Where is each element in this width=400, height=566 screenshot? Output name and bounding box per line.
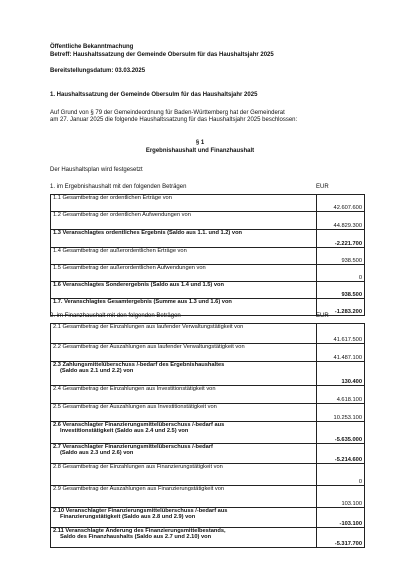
finanz-unit: EUR [316,313,329,319]
row-value: 41.617.500 [317,324,365,344]
row-label-text: 1.1 Gesamtbetrag der ordentlichen Erträge von [53,195,172,201]
row-value: 0 [317,265,365,282]
row-label-continuation: (Saldo aus 2.3 und 2.6) von [60,450,134,456]
table-row [51,508,365,528]
row-label [51,486,317,508]
table-row [51,248,365,265]
row-label-text: 2.7 Veranschlagter Finanzierungsmittelüberschuss /-bedarf [53,444,213,450]
row-value: -5.317.700 [317,528,365,548]
row-label-text: 2.1 Gesamtbetrag der Einzahlungen aus laufender Verwaltungstätigkeit von [53,324,244,330]
row-value: -5.635.000 [317,422,365,444]
row-value: -5.214.600 [317,444,365,464]
intro-line-2: am 27. Januar 2025 die folgende Haushaltssatzung für das Haushaltsjahr 2025 beschlossen: [50,117,298,123]
notice-title: Öffentliche Bekanntmachung [50,44,134,50]
row-label [51,324,317,344]
row-label-text: 2.4 Gesamtbetrag der Einzahlungen aus Investitionstätigkeit von [53,386,216,392]
row-label-continuation: Investitionstätigkeit (Saldo aus 2.4 und 2.5) von [60,428,189,434]
table-row [51,486,365,508]
row-value: 938.500 [317,248,365,265]
row-label-text: 2.5 Gesamtbetrag der Auszahlungen aus Investitionstätigkeit von [53,404,217,410]
table-row [51,444,365,464]
table-row [51,404,365,422]
table-row [51,528,365,548]
row-value: 4.618.100 [317,386,365,404]
section-heading: 1. Haushaltssatzung der Gemeinde Obersulm für das Haushaltsjahr 2025 [50,92,258,98]
row-value: 103.100 [317,486,365,508]
row-label-text: 2.3 Zahlungsmittelüberschuss /-bedarf des Ergebnishaushaltes [53,362,225,368]
row-label-text: 2.6 Veranschlagter Finanzierungsmittelüberschuss /-bedarf aus [53,422,225,428]
paragraph-title: Ergebnishaushalt und Finanzhaushalt [145,148,255,154]
row-value: 10.253.100 [317,404,365,422]
row-label [51,386,317,404]
table-row [51,362,365,386]
row-value: 0 [317,464,365,486]
row-label [51,248,317,265]
row-value: 44.829.300 [317,212,365,230]
row-label-text: 1.6 Veranschlagtes Sonderergebnis (Saldo aus 1.4 und 1.5) von [53,282,224,288]
table-row [51,464,365,486]
row-label [51,265,317,282]
row-label [51,444,317,464]
table-row [51,230,365,248]
ergebnis-table [50,194,365,316]
row-label [51,508,317,528]
row-label-text: 1.3 Veranschlagtes ordentliches Ergebnis (Saldo aus 1.1. und 1.2) von [53,230,243,236]
row-label-text: 2.11 Veranschlagte Änderung des Finanzierungsmittelbestands, [53,528,226,534]
paragraph-number: § 1 [195,140,205,146]
row-label [51,362,317,386]
table-row [51,386,365,404]
row-value: -103.100 [317,508,365,528]
row-value: -2.221.700 [317,230,365,248]
publication-date: Bereitstellungsdatum: 03.03.2025 [50,68,146,74]
ergebnis-heading: 1. im Ergebnishaushalt mit den folgenden Beträgen [50,184,187,190]
row-label-continuation: (Saldo aus 2.1 und 2.2) von [60,368,134,374]
table-row [51,324,365,344]
row-label [51,404,317,422]
row-label-text: 1.2 Gesamtbetrag der ordentlichen Aufwendungen von [53,212,191,218]
intro-line-1: Auf Grund von § 79 der Gemeindeordnung für Baden-Württemberg hat der Gemeinderat [50,110,285,116]
finanz-heading: 2. im Finanzhaushalt mit den folgenden Beträgen [50,313,181,319]
ergebnis-unit: EUR [316,184,329,190]
table-row [51,344,365,362]
row-label-text: 2.8 Gesamtbetrag der Einzahlungen aus Finanzierungstätigkeit von [53,464,223,470]
row-label-text: 2.2 Gesamtbetrag der Auszahlungen aus laufender Verwaltungstätigkeit von [53,344,245,350]
row-label-continuation: Saldo des Finanzhaushalts (Saldo aus 2.7 und 2.10) von [60,534,212,540]
table-row [51,422,365,444]
row-label [51,422,317,444]
row-label [51,282,317,299]
row-value: 938.500 [317,282,365,299]
row-label [51,212,317,230]
row-label-text: 1.7. Veranschlagtes Gesamtergebnis (Summe aus 1.3 und 1.6) von [53,299,232,305]
row-label-text: 1.4 Gesamtbetrag der außerordentlichen Erträge von [53,248,187,254]
paragraph-lead: Der Haushaltsplan wird festgesetzt [50,167,143,173]
row-label [51,528,317,548]
row-label-continuation: Finanzierungstätigkeit (Saldo aus 2.8 und 2.9) von [60,514,196,520]
table-row [51,282,365,299]
row-label-text: 2.9 Gesamtbetrag der Auszahlungen aus Finanzierungstätigkeit von [53,486,225,492]
row-label [51,195,317,212]
subject-line: Betreff: Haushaltssatzung der Gemeinde Obersulm für das Haushaltsjahr 2025 [50,52,274,58]
row-label-text: 1.5 Gesamtbetrag der außerordentlichen Aufwendungen von [53,265,206,271]
table-row [51,195,365,212]
row-label [51,230,317,248]
row-label [51,344,317,362]
row-value: 41.487.100 [317,344,365,362]
row-label-text: 2.10 Veranschlagter Finanzierungsmittelüberschuss /-bedarf aus [53,508,228,514]
row-value: 42.607.600 [317,195,365,212]
row-value: 130.400 [317,362,365,386]
finanz-table [50,323,365,548]
row-value: -1.283.200 [317,299,365,316]
row-label [51,464,317,486]
table-row [51,265,365,282]
table-row [51,212,365,230]
